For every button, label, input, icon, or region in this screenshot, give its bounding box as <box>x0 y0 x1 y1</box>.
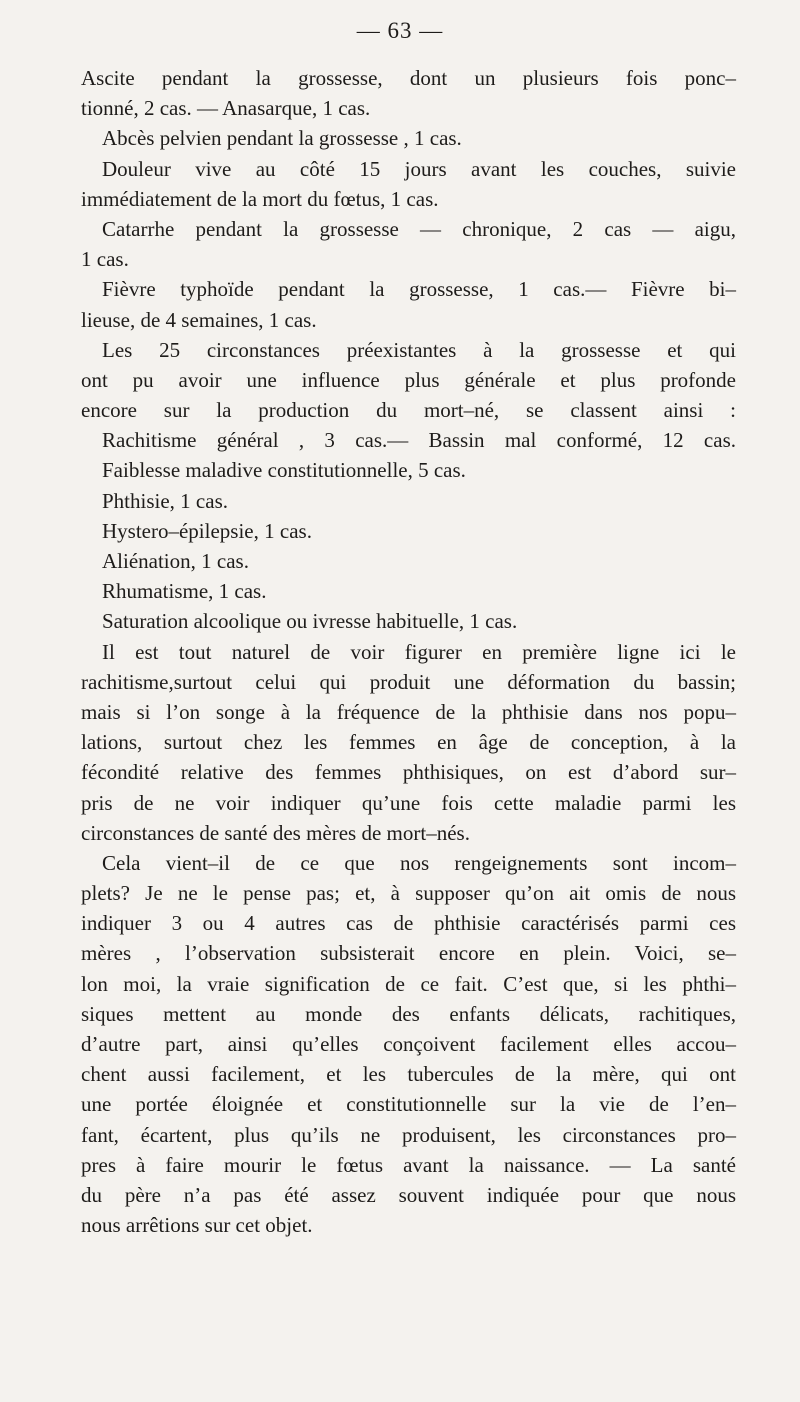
text-line: pris de ne voir indiquer qu’une fois cette maladie parmi les <box>81 790 736 815</box>
text-line: lon moi, la vraie signification de ce fait. C’est que, si les phthi– <box>81 971 736 996</box>
text-line: du père n’a pas été assez souvent indiquée pour que nous <box>81 1182 736 1207</box>
text-line: Phthisie, 1 cas. <box>102 488 228 513</box>
text-line: immédiatement de la mort du fœtus, 1 cas. <box>81 186 439 211</box>
text-line: chent aussi facilement, et les tubercules de la mère, qui ont <box>81 1062 736 1087</box>
text-line: Les 25 circonstances préexistantes à la grossesse et qui <box>102 337 736 362</box>
text-line: Hystero–épilepsie, 1 cas. <box>102 518 312 543</box>
text-line: Aliénation, 1 cas. <box>102 549 249 573</box>
text-line: circonstances de santé des mères de mort–nés. <box>81 820 470 845</box>
text-line: plets? Je ne le pense pas; et, à supposer qu’on ait omis de nous <box>81 881 736 906</box>
text-line: 1 cas. <box>81 247 129 272</box>
text-line: une portée éloignée et constitutionnelle sur la vie de l’en– <box>81 1092 736 1117</box>
text-line: fant, écartent, plus qu’ils ne produisent, les circonstances pro– <box>81 1122 736 1147</box>
body-text <box>81 63 736 1240</box>
text-line: Il est tout naturel de voir figurer en première ligne ici le <box>102 639 736 664</box>
text-line: Faiblesse maladive constitutionnelle, 5 cas. <box>102 458 466 483</box>
text-line: siques mettent au monde des enfants délicats, rachitiques, <box>81 1001 736 1026</box>
text-line: encore sur la production du mort–né, se classent ainsi : <box>81 398 736 423</box>
text-line: Ascite pendant la grossesse, dont un plusieurs fois ponc– <box>81 66 736 90</box>
text-line: lations, surtout chez les femmes en âge de conception, à la <box>81 730 736 755</box>
text-line: mères , l’observation subsisterait encore en plein. Voici, se– <box>81 941 736 966</box>
text-line: lieuse, de 4 semaines, 1 cas. <box>81 307 317 332</box>
text-line: indiquer 3 ou 4 autres cas de phthisie caractérisés parmi ces <box>81 911 736 936</box>
page-number: — 63 — <box>356 18 444 43</box>
text-line: Rachitisme général , 3 cas.— Bassin mal conformé, 12 cas. <box>102 428 736 453</box>
text-line: d’autre part, ainsi qu’elles conçoivent facilement elles accou– <box>81 1032 736 1056</box>
text-line: Douleur vive au côté 15 jours avant les couches, suivie <box>102 156 736 181</box>
text-line: Rhumatisme, 1 cas. <box>102 579 267 604</box>
text-line: ont pu avoir une influence plus générale et plus profonde <box>81 367 736 392</box>
text-line: Abcès pelvien pendant la grossesse , 1 cas. <box>102 126 462 151</box>
text-line: fécondité relative des femmes phthisiques, on est d’abord sur– <box>81 760 736 785</box>
text-line: Fièvre typhoïde pendant la grossesse, 1 cas.— Fièvre bi– <box>102 277 736 302</box>
text-line: mais si l’on songe à la fréquence de la phthisie dans nos popu– <box>81 699 736 724</box>
text-line: Catarrhe pendant la grossesse — chronique, 2 cas — aigu, <box>102 216 736 241</box>
text-line: tionné, 2 cas. — Anasarque, 1 cas. <box>81 96 371 121</box>
text-line: Saturation alcoolique ou ivresse habituelle, 1 cas. <box>102 609 518 634</box>
text-line: nous arrêtions sur cet objet. <box>81 1213 313 1238</box>
text-line: rachitisme,surtout celui qui produit une déformation du bassin; <box>81 669 736 694</box>
text-line: pres à faire mourir le fœtus avant la naissance. — La santé <box>81 1152 736 1177</box>
text-line: Cela vient–il de ce que nos rengeignements sont incom– <box>102 850 736 875</box>
